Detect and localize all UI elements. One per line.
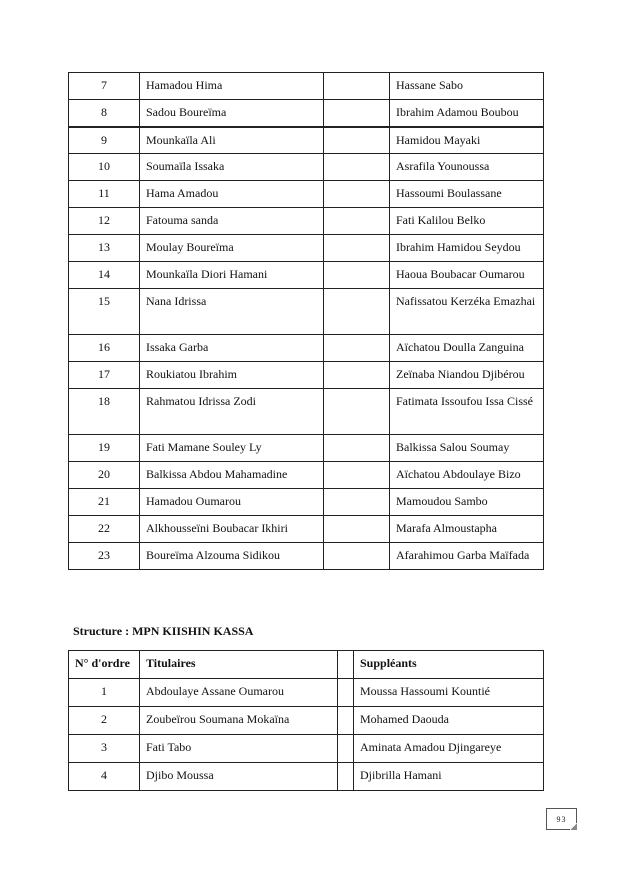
suppleant-name: Ibrahim Hamidou Seydou (390, 235, 544, 262)
table-row (69, 707, 544, 735)
titulaire-name: Soumaïla Issaka (140, 154, 324, 181)
table-row (69, 462, 544, 489)
empty-cell (338, 763, 354, 791)
titulaire-name: Alkhousseïni Boubacar Ikhiri (140, 516, 324, 543)
titulaire-name: Hamadou Oumarou (140, 489, 324, 516)
empty-cell (324, 208, 390, 235)
header-order-number: N° d'ordre (69, 651, 140, 679)
table-row (69, 262, 544, 289)
table-row (69, 516, 544, 543)
titulaire-name: Issaka Garba (140, 335, 324, 362)
suppleant-name: Hamidou Mayaki (390, 127, 544, 154)
table-row (69, 489, 544, 516)
table-row (69, 154, 544, 181)
page-number: 93 (546, 808, 577, 830)
suppleant-name: Marafa Almoustapha (390, 516, 544, 543)
titulaire-name: Fati Mamane Souley Ly (140, 435, 324, 462)
order-number: 8 (69, 100, 140, 127)
order-number: 22 (69, 516, 140, 543)
titulaire-name: Djibo Moussa (140, 763, 338, 791)
order-number: 11 (69, 181, 140, 208)
titulaire-name: Boureïma Alzouma Sidikou (140, 543, 324, 570)
table-row (69, 389, 544, 435)
titulaire-name: Fati Tabo (140, 735, 338, 763)
empty-cell (324, 289, 390, 335)
structure-title: Structure : MPN KIISHIN KASSA (73, 624, 254, 638)
suppleant-name: Afarahimou Garba Maïfada (390, 543, 544, 570)
order-number: 13 (69, 235, 140, 262)
table-row (69, 181, 544, 208)
order-number: 23 (69, 543, 140, 570)
order-number: 7 (69, 73, 140, 100)
order-number: 14 (69, 262, 140, 289)
empty-cell (324, 235, 390, 262)
table-row (69, 73, 544, 100)
suppleant-name: Ibrahim Adamou Boubou (390, 100, 544, 127)
empty-cell (324, 389, 390, 435)
table-row (69, 235, 544, 262)
empty-cell (324, 154, 390, 181)
suppleant-name: Hassoumi Boulassane (390, 181, 544, 208)
empty-cell (324, 73, 390, 100)
suppleant-name: Nafissatou Kerzéka Emazhai (390, 289, 544, 335)
titulaire-name: Balkissa Abdou Mahamadine (140, 462, 324, 489)
table-row (69, 289, 544, 335)
table-row (69, 208, 544, 235)
suppleant-name: Mamoudou Sambo (390, 489, 544, 516)
titulaire-name: Mounkaïla Ali (140, 127, 324, 154)
suppleant-name: Balkissa Salou Soumay (390, 435, 544, 462)
suppleant-name: Moussa Hassoumi Kountié (354, 679, 544, 707)
suppleant-name: Fati Kalilou Belko (390, 208, 544, 235)
order-number: 17 (69, 362, 140, 389)
titulaire-name: Abdoulaye Assane Oumarou (140, 679, 338, 707)
empty-cell (324, 462, 390, 489)
suppleant-name: Haoua Boubacar Oumarou (390, 262, 544, 289)
table-row (69, 362, 544, 389)
order-number: 21 (69, 489, 140, 516)
order-number: 2 (69, 707, 140, 735)
titulaire-name: Zoubeïrou Soumana Mokaïna (140, 707, 338, 735)
titulaire-name: Hamadou Hima (140, 73, 324, 100)
structure-members-table (68, 650, 544, 791)
header-suppleants: Suppléants (354, 651, 544, 679)
order-number: 16 (69, 335, 140, 362)
order-number: 1 (69, 679, 140, 707)
members-table-continued (68, 72, 544, 570)
table-row (69, 735, 544, 763)
empty-cell (324, 489, 390, 516)
empty-cell (324, 435, 390, 462)
suppleant-name: Aminata Amadou Djingareye (354, 735, 544, 763)
order-number: 3 (69, 735, 140, 763)
order-number: 9 (69, 127, 140, 154)
order-number: 12 (69, 208, 140, 235)
table-row (69, 127, 544, 154)
empty-cell (338, 707, 354, 735)
suppleant-name: Mohamed Daouda (354, 707, 544, 735)
table-row (69, 763, 544, 791)
titulaire-name: Hama Amadou (140, 181, 324, 208)
order-number: 15 (69, 289, 140, 335)
table-row (69, 335, 544, 362)
table-row (69, 679, 544, 707)
empty-cell (324, 516, 390, 543)
empty-cell (324, 181, 390, 208)
empty-cell (324, 100, 390, 127)
suppleant-name: Aïchatou Abdoulaye Bizo (390, 462, 544, 489)
table-header-row (69, 651, 544, 679)
empty-cell (324, 262, 390, 289)
order-number: 20 (69, 462, 140, 489)
titulaire-name: Sadou Boureïma (140, 100, 324, 127)
suppleant-name: Aïchatou Doulla Zanguina (390, 335, 544, 362)
order-number: 19 (69, 435, 140, 462)
table-row (69, 100, 544, 127)
suppleant-name: Hassane Sabo (390, 73, 544, 100)
empty-cell (324, 362, 390, 389)
suppleant-name: Zeïnaba Niandou Djibérou (390, 362, 544, 389)
empty-cell (324, 543, 390, 570)
empty-cell (324, 127, 390, 154)
order-number: 10 (69, 154, 140, 181)
empty-cell (338, 735, 354, 763)
empty-cell (338, 651, 354, 679)
empty-cell (324, 335, 390, 362)
header-titulaires: Titulaires (140, 651, 338, 679)
suppleant-name: Fatimata Issoufou Issa Cissé (390, 389, 544, 435)
titulaire-name: Moulay Boureïma (140, 235, 324, 262)
titulaire-name: Mounkaïla Diori Hamani (140, 262, 324, 289)
titulaire-name: Rahmatou Idrissa Zodi (140, 389, 324, 435)
table-row (69, 435, 544, 462)
suppleant-name: Djibrilla Hamani (354, 763, 544, 791)
suppleant-name: Asrafila Younoussa (390, 154, 544, 181)
titulaire-name: Roukiatou Ibrahim (140, 362, 324, 389)
order-number: 18 (69, 389, 140, 435)
order-number: 4 (69, 763, 140, 791)
table-row (69, 543, 544, 570)
titulaire-name: Nana Idrissa (140, 289, 324, 335)
titulaire-name: Fatouma sanda (140, 208, 324, 235)
empty-cell (338, 679, 354, 707)
